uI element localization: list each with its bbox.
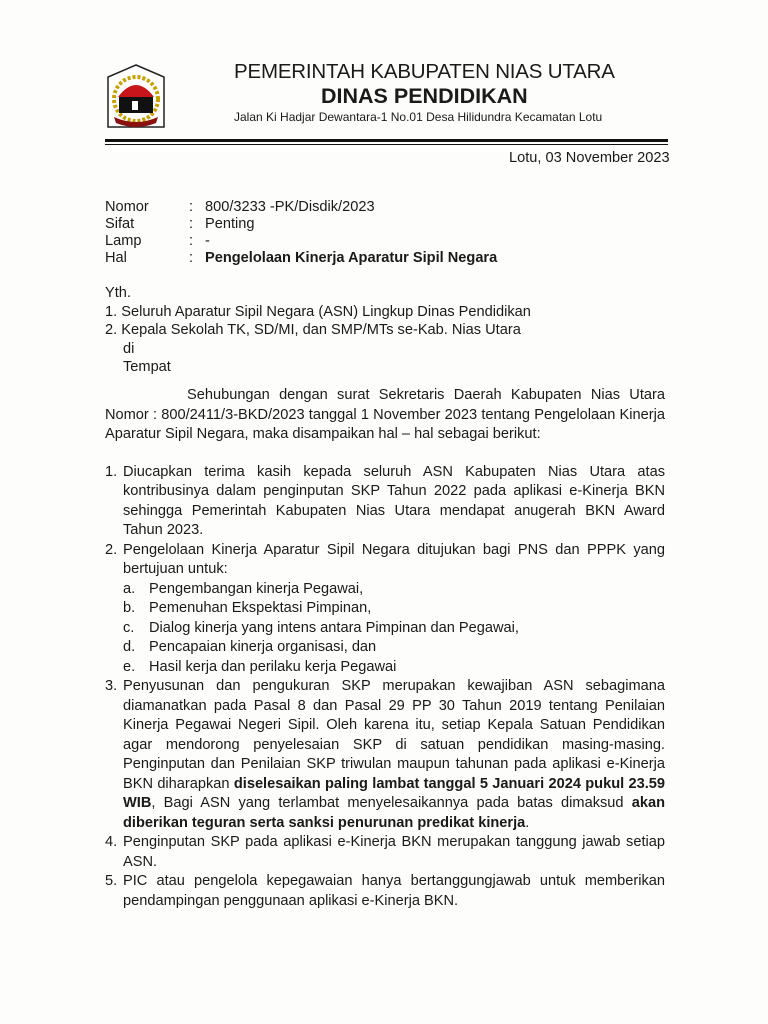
point-text: Pengelolaan Kinerja Aparatur Sipil Negara ditujukan bagi PNS dan PPPK yang bertujuan untuk:	[123, 541, 665, 577]
objective-item	[123, 580, 665, 600]
meta-key: Hal	[105, 250, 127, 266]
colon: :	[189, 199, 194, 215]
recipients	[105, 284, 531, 377]
point-item	[105, 872, 665, 911]
recipient-item: 2. Kepala Sekolah TK, SD/MI, dan SMP/MTs se-Kab. Nias Utara	[105, 322, 521, 338]
point-text: Diucapkan terima kasih kepada seluruh ASN Kabupaten Nias Utara atas kontribusinya dalam penginputan SKP Tahun 2022 pada aplikasi e-Kinerja BKN sehingga Pemerintah Kabupaten Nias Utara mendapat anugerah BKN Award Tahun 2023.	[123, 463, 665, 538]
objective-text: Dialog kinerja yang intens antara Pimpinan dan Pegawai,	[149, 619, 519, 636]
recipient-item: 1. Seluruh Aparatur Sipil Negara (ASN) Lingkup Dinas Pendidikan	[105, 303, 531, 320]
points-list	[105, 463, 665, 912]
point-item	[105, 677, 665, 833]
objective-letter: e.	[123, 658, 136, 675]
recipient-di: di	[123, 340, 135, 357]
point-text: Penginputan SKP pada aplikasi e-Kinerja BKN merupakan tanggung jawab setiap ASN.	[123, 834, 665, 870]
point-text-part: , Bagi ASN yang terlambat menyelesaikannya pada batas dimaksud	[151, 795, 632, 811]
government-name: PEMERINTAH KABUPATEN NIAS UTARA	[234, 60, 615, 83]
header-rule-thick	[105, 139, 668, 142]
meta-lamp	[105, 233, 497, 250]
objective-item	[123, 658, 665, 678]
letter-meta	[105, 199, 497, 267]
letter-date: Lotu, 03 November 2023	[509, 150, 670, 166]
objective-text: Pengembangan kinerja Pegawai,	[149, 580, 364, 597]
meta-value: Penting	[205, 216, 255, 232]
point-item	[105, 463, 665, 541]
objective-item	[123, 599, 665, 619]
meta-nomor	[105, 199, 497, 216]
meta-key: Nomor	[105, 199, 149, 215]
meta-key: Lamp	[105, 233, 142, 249]
meta-hal	[105, 250, 497, 267]
objective-text: Hasil kerja dan perilaku kerja Pegawai	[149, 658, 397, 675]
colon: :	[189, 216, 194, 232]
meta-sifat	[105, 216, 497, 233]
regency-logo	[106, 63, 166, 129]
recipient-tempat: Tempat	[123, 359, 171, 375]
point-item	[105, 541, 665, 678]
objective-letter: d.	[123, 639, 136, 655]
objective-letter: a.	[123, 580, 136, 597]
point-number: 3.	[105, 678, 118, 694]
objective-item	[123, 638, 665, 658]
objective-letter: b.	[123, 600, 136, 616]
sanction-emphasis: akan diberikan teguran serta sanksi penurunan predikat kinerja	[123, 795, 665, 831]
intro-paragraph: Sehubungan dengan surat Sekretaris Daerah Kabupaten Nias Utara Nomor : 800/2411/3-BKD/2023 tanggal 1 November 2023 tentang Pengelolaan Kinerja Aparatur Sipil Negara, maka disampaikan hal – hal sebagai berikut:	[105, 387, 665, 442]
point-text	[123, 677, 665, 833]
colon: :	[189, 233, 194, 249]
point-item	[105, 833, 665, 872]
point-text-part: .	[525, 814, 530, 831]
point-number: 4.	[105, 834, 118, 850]
meta-key: Sifat	[105, 216, 135, 232]
agency-name: DINAS PENDIDIKAN	[321, 84, 528, 108]
point-number: 1.	[105, 463, 118, 480]
point-text-part: Penyusunan dan pengukuran SKP merupakan kewajiban ASN sebagimana diamanatkan pada Pasal 8 dan Pasal 29 PP 30 Tahun 2019 tentang Penilaian Kinerja Pegawai Negeri Sipil. Oleh karena itu, setiap Kepala Satuan Pendidikan agar mendorong penyelesaian SKP di satuan pendidikan masing-masing. Penginputan dan Penilaian SKP triwulan maupun tahunan pada aplikasi e-Kinerja BKN diharapkan	[123, 678, 665, 792]
objective-text: Pemenuhan Ekspektasi Pimpinan,	[149, 600, 372, 616]
meta-value: 800/3233 -PK/Disdik/2023	[205, 199, 375, 215]
meta-value: -	[205, 233, 210, 249]
deadline-emphasis: diselesaikan paling lambat tanggal 5 Januari 2024 pukul 23.59 WIB	[123, 775, 665, 811]
point-text: PIC atau pengelola kepegawaian hanya bertanggungjawab untuk memberikan pendampingan penggunaan aplikasi e-Kinerja BKN.	[123, 873, 665, 909]
objective-letter: c.	[123, 619, 135, 636]
point-number: 2.	[105, 541, 118, 558]
header-rule-thin	[105, 144, 668, 145]
objective-item	[123, 619, 665, 639]
letter-body	[105, 386, 665, 911]
objective-text: Pencapaian kinerja organisasi, dan	[149, 639, 377, 655]
meta-value: Pengelolaan Kinerja Aparatur Sipil Negara	[205, 250, 498, 266]
objectives-list	[123, 580, 665, 678]
agency-address: Jalan Ki Hadjar Dewantara-1 No.01 Desa Hilidundra Kecamatan Lotu	[234, 110, 603, 124]
point-number: 5.	[105, 873, 118, 889]
yth: Yth.	[105, 285, 131, 301]
colon: :	[189, 250, 194, 266]
